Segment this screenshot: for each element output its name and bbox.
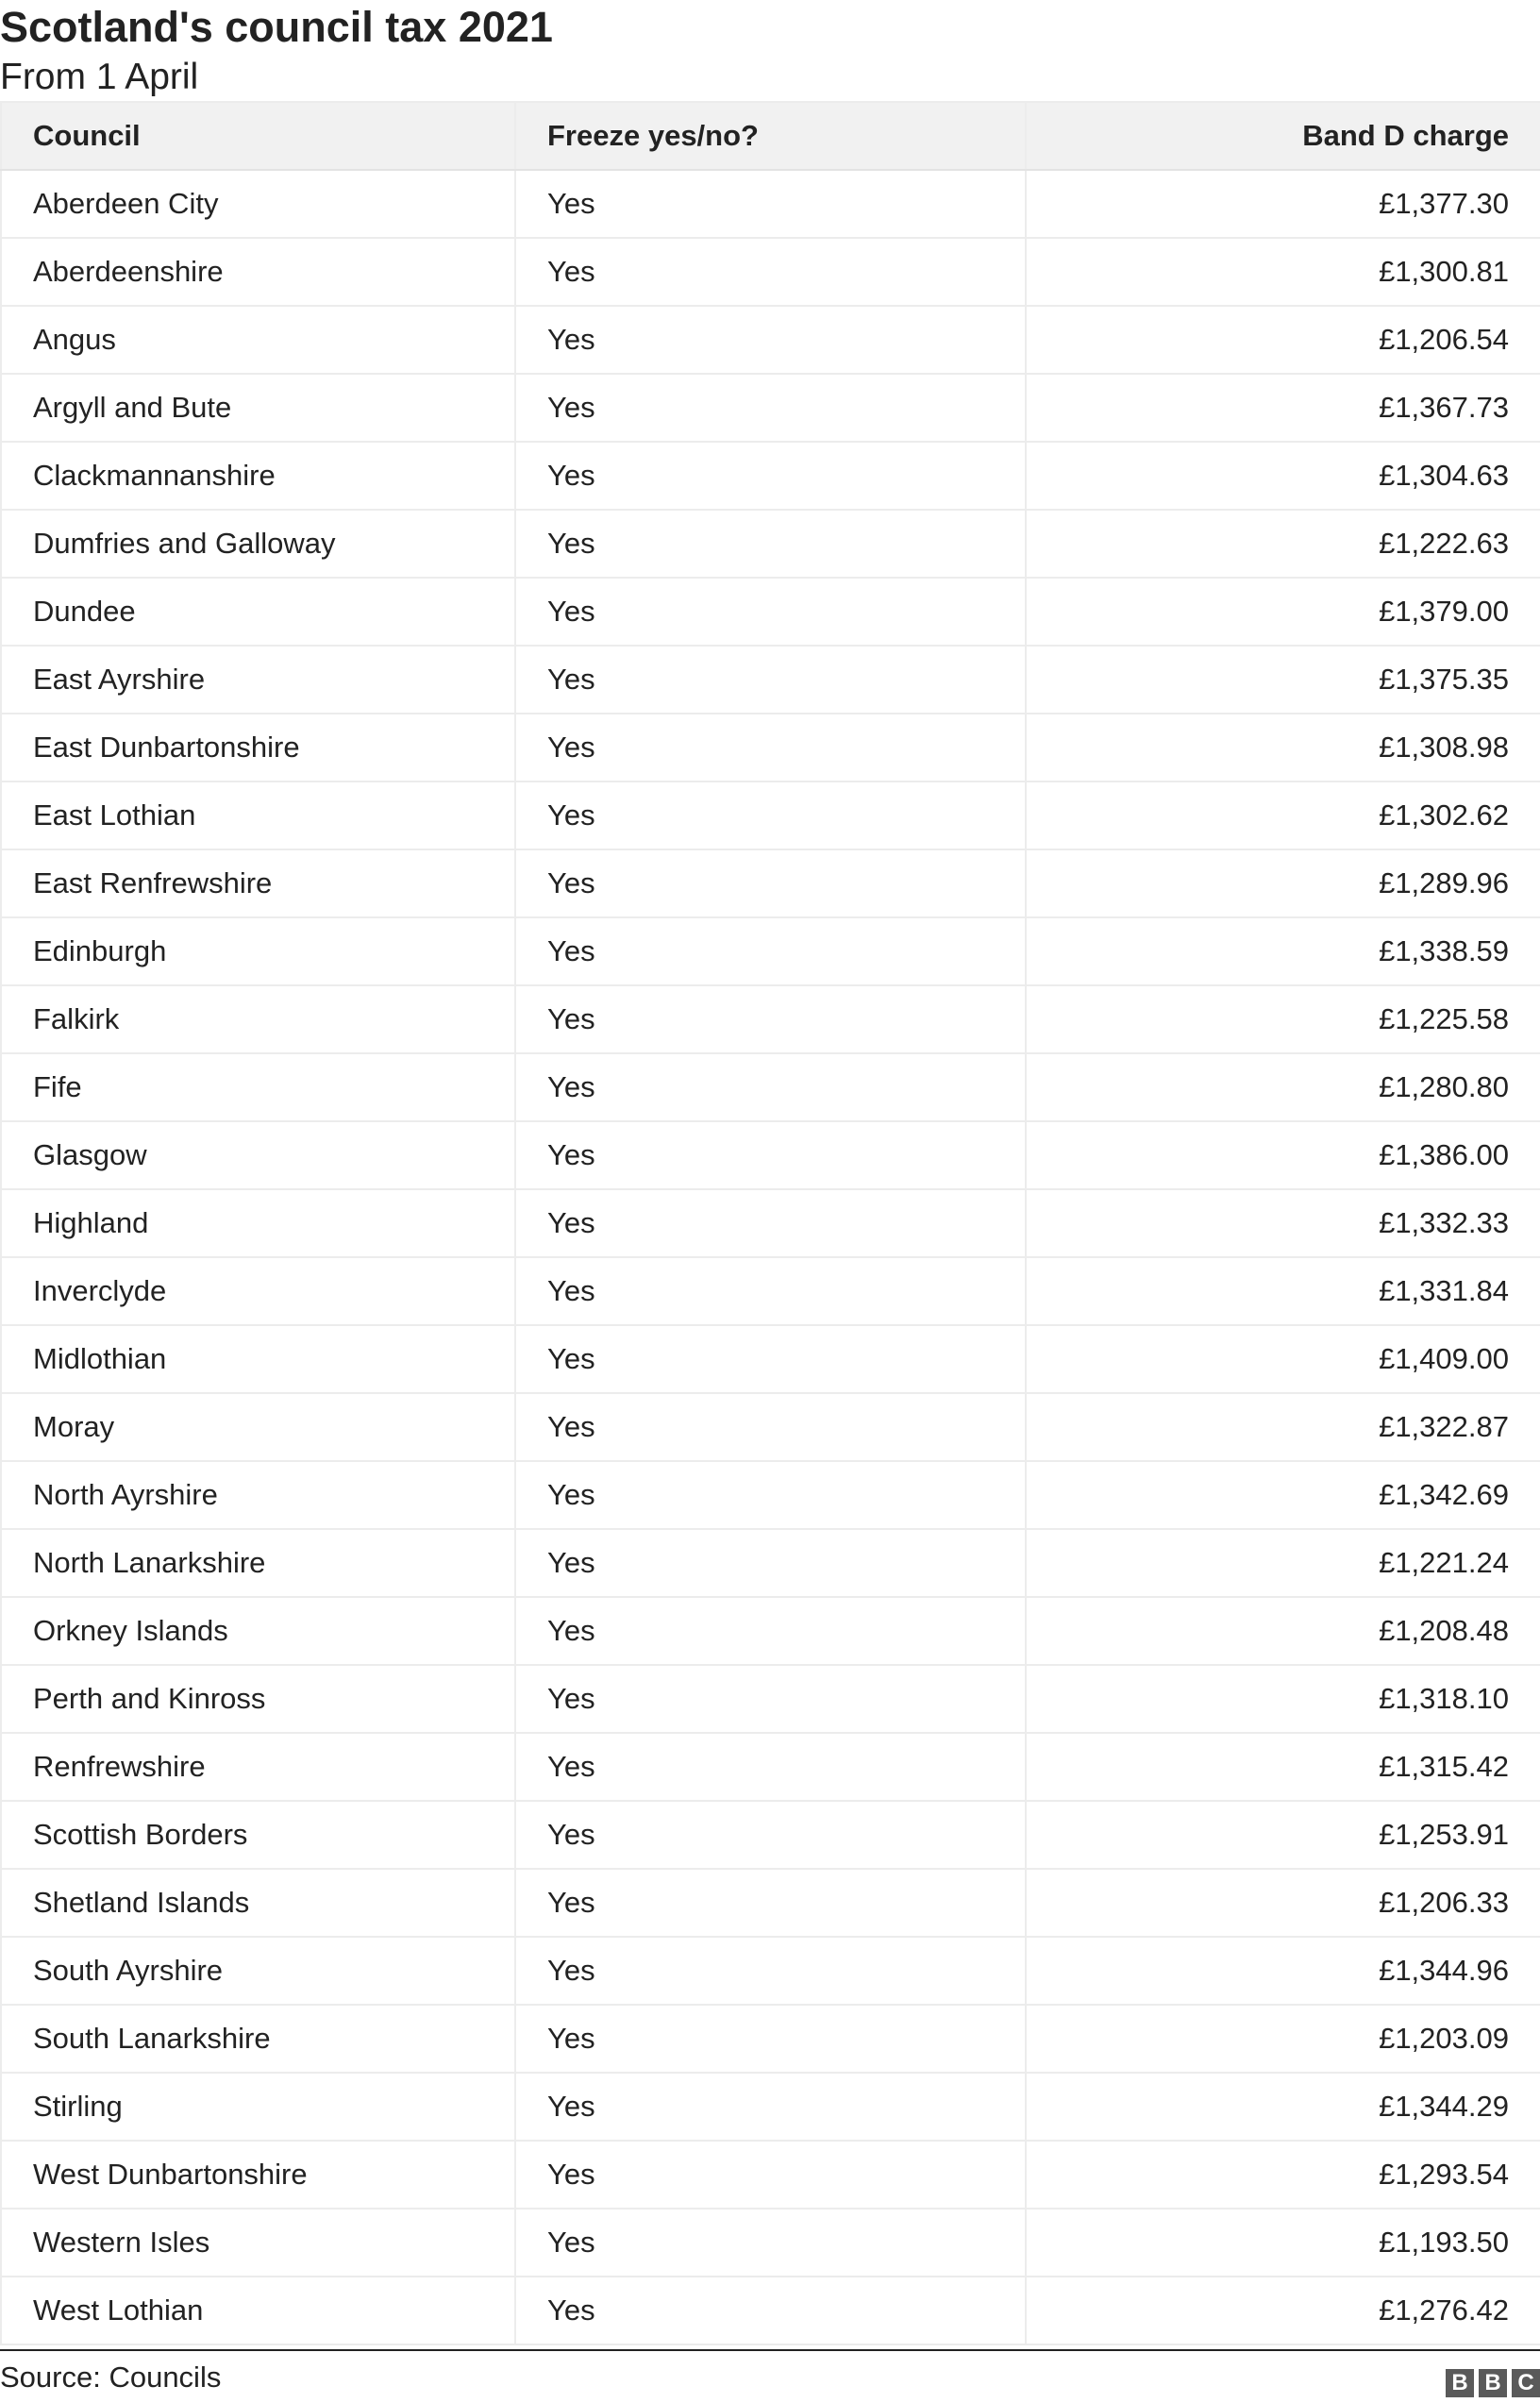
table-row: [1, 1393, 1540, 1461]
cell-council: Dundee: [1, 578, 515, 646]
cell-freeze: Yes: [515, 1937, 1026, 2005]
cell-freeze: Yes: [515, 1393, 1026, 1461]
cell-council: Highland: [1, 1189, 515, 1257]
cell-band-d-charge: £1,332.33: [1026, 1189, 1540, 1257]
table-row: [1, 917, 1540, 985]
council-tax-table: [0, 101, 1540, 2345]
cell-freeze: Yes: [515, 1053, 1026, 1121]
cell-council: West Dunbartonshire: [1, 2141, 515, 2209]
cell-freeze: Yes: [515, 1665, 1026, 1733]
table-row: [1, 849, 1540, 917]
cell-band-d-charge: £1,203.09: [1026, 2005, 1540, 2073]
cell-freeze: Yes: [515, 2209, 1026, 2277]
cell-freeze: Yes: [515, 1325, 1026, 1393]
table-row: [1, 1257, 1540, 1325]
cell-freeze: Yes: [515, 1529, 1026, 1597]
table-row: [1, 2277, 1540, 2344]
cell-freeze: Yes: [515, 442, 1026, 510]
chart-title: Scotland's council tax 2021: [0, 3, 553, 51]
cell-freeze: Yes: [515, 238, 1026, 306]
cell-council: East Ayrshire: [1, 646, 515, 714]
table-row: [1, 1053, 1540, 1121]
cell-council: Edinburgh: [1, 917, 515, 985]
cell-council: South Lanarkshire: [1, 2005, 515, 2073]
table-row: [1, 1937, 1540, 2005]
cell-council: Glasgow: [1, 1121, 515, 1189]
cell-council: North Lanarkshire: [1, 1529, 515, 1597]
cell-band-d-charge: £1,342.69: [1026, 1461, 1540, 1529]
cell-band-d-charge: £1,379.00: [1026, 578, 1540, 646]
table-row: [1, 985, 1540, 1053]
cell-band-d-charge: £1,206.54: [1026, 306, 1540, 374]
header-band-d-charge: Band D charge: [1026, 102, 1540, 170]
footer-divider: [0, 2349, 1540, 2351]
cell-council: Perth and Kinross: [1, 1665, 515, 1733]
cell-band-d-charge: £1,377.30: [1026, 170, 1540, 238]
cell-band-d-charge: £1,308.98: [1026, 714, 1540, 781]
table-row: [1, 1665, 1540, 1733]
cell-band-d-charge: £1,409.00: [1026, 1325, 1540, 1393]
bbc-logo: [1446, 2369, 1540, 2397]
cell-freeze: Yes: [515, 1121, 1026, 1189]
logo-letter: B: [1479, 2369, 1507, 2397]
cell-council: Fife: [1, 1053, 515, 1121]
cell-council: North Ayrshire: [1, 1461, 515, 1529]
cell-council: Stirling: [1, 2073, 515, 2141]
cell-band-d-charge: £1,302.62: [1026, 781, 1540, 849]
cell-freeze: Yes: [515, 510, 1026, 578]
cell-council: Orkney Islands: [1, 1597, 515, 1665]
cell-freeze: Yes: [515, 2073, 1026, 2141]
cell-freeze: Yes: [515, 1461, 1026, 1529]
table-row: [1, 714, 1540, 781]
table-row: [1, 238, 1540, 306]
table-body: [1, 170, 1540, 2344]
cell-band-d-charge: £1,375.35: [1026, 646, 1540, 714]
cell-freeze: Yes: [515, 2141, 1026, 2209]
cell-freeze: Yes: [515, 1597, 1026, 1665]
table-row: [1, 306, 1540, 374]
table-row: [1, 578, 1540, 646]
cell-freeze: Yes: [515, 1733, 1026, 1801]
cell-freeze: Yes: [515, 1869, 1026, 1937]
cell-freeze: Yes: [515, 985, 1026, 1053]
table-row: [1, 1869, 1540, 1937]
cell-council: Falkirk: [1, 985, 515, 1053]
cell-freeze: Yes: [515, 917, 1026, 985]
cell-council: Scottish Borders: [1, 1801, 515, 1869]
cell-band-d-charge: £1,367.73: [1026, 374, 1540, 442]
cell-council: East Lothian: [1, 781, 515, 849]
cell-band-d-charge: £1,344.29: [1026, 2073, 1540, 2141]
cell-council: Moray: [1, 1393, 515, 1461]
cell-band-d-charge: £1,276.42: [1026, 2277, 1540, 2344]
cell-council: Angus: [1, 306, 515, 374]
cell-council: Aberdeenshire: [1, 238, 515, 306]
cell-band-d-charge: £1,315.42: [1026, 1733, 1540, 1801]
table-row: [1, 1121, 1540, 1189]
cell-council: Dumfries and Galloway: [1, 510, 515, 578]
table-row: [1, 646, 1540, 714]
cell-freeze: Yes: [515, 646, 1026, 714]
table-row: [1, 1597, 1540, 1665]
cell-band-d-charge: £1,338.59: [1026, 917, 1540, 985]
cell-council: East Dunbartonshire: [1, 714, 515, 781]
cell-band-d-charge: £1,331.84: [1026, 1257, 1540, 1325]
table-row: [1, 510, 1540, 578]
table-row: [1, 1733, 1540, 1801]
cell-council: South Ayrshire: [1, 1937, 515, 2005]
header-council: Council: [1, 102, 515, 170]
cell-band-d-charge: £1,222.63: [1026, 510, 1540, 578]
cell-band-d-charge: £1,208.48: [1026, 1597, 1540, 1665]
cell-freeze: Yes: [515, 1801, 1026, 1869]
cell-council: Western Isles: [1, 2209, 515, 2277]
table-row: [1, 2209, 1540, 2277]
table-row: [1, 1801, 1540, 1869]
cell-band-d-charge: £1,344.96: [1026, 1937, 1540, 2005]
cell-freeze: Yes: [515, 781, 1026, 849]
table-row: [1, 374, 1540, 442]
cell-band-d-charge: £1,318.10: [1026, 1665, 1540, 1733]
table-row: [1, 2073, 1540, 2141]
table-row: [1, 2141, 1540, 2209]
cell-band-d-charge: £1,304.63: [1026, 442, 1540, 510]
cell-freeze: Yes: [515, 170, 1026, 238]
cell-council: Inverclyde: [1, 1257, 515, 1325]
table-row: [1, 1189, 1540, 1257]
cell-council: Midlothian: [1, 1325, 515, 1393]
cell-council: Argyll and Bute: [1, 374, 515, 442]
table-row: [1, 1461, 1540, 1529]
cell-band-d-charge: £1,221.24: [1026, 1529, 1540, 1597]
cell-freeze: Yes: [515, 1257, 1026, 1325]
cell-band-d-charge: £1,300.81: [1026, 238, 1540, 306]
cell-council: Renfrewshire: [1, 1733, 515, 1801]
cell-freeze: Yes: [515, 578, 1026, 646]
cell-council: East Renfrewshire: [1, 849, 515, 917]
cell-band-d-charge: £1,322.87: [1026, 1393, 1540, 1461]
cell-freeze: Yes: [515, 714, 1026, 781]
table-row: [1, 1325, 1540, 1393]
table-header-row: [1, 102, 1540, 170]
cell-freeze: Yes: [515, 2005, 1026, 2073]
cell-council: Clackmannanshire: [1, 442, 515, 510]
source-note: Source: Councils: [0, 2361, 222, 2394]
table-row: [1, 442, 1540, 510]
cell-council: Shetland Islands: [1, 1869, 515, 1937]
cell-freeze: Yes: [515, 849, 1026, 917]
cell-band-d-charge: £1,280.80: [1026, 1053, 1540, 1121]
logo-letter: C: [1512, 2369, 1540, 2397]
table-row: [1, 1529, 1540, 1597]
cell-freeze: Yes: [515, 306, 1026, 374]
cell-freeze: Yes: [515, 2277, 1026, 2344]
cell-band-d-charge: £1,225.58: [1026, 985, 1540, 1053]
header-freeze: Freeze yes/no?: [515, 102, 1026, 170]
logo-letter: B: [1446, 2369, 1474, 2397]
cell-freeze: Yes: [515, 374, 1026, 442]
cell-council: Aberdeen City: [1, 170, 515, 238]
table-row: [1, 170, 1540, 238]
cell-freeze: Yes: [515, 1189, 1026, 1257]
chart-subtitle: From 1 April: [0, 57, 199, 97]
cell-band-d-charge: £1,293.54: [1026, 2141, 1540, 2209]
cell-band-d-charge: £1,206.33: [1026, 1869, 1540, 1937]
cell-band-d-charge: £1,193.50: [1026, 2209, 1540, 2277]
cell-band-d-charge: £1,289.96: [1026, 849, 1540, 917]
cell-band-d-charge: £1,253.91: [1026, 1801, 1540, 1869]
cell-council: West Lothian: [1, 2277, 515, 2344]
cell-band-d-charge: £1,386.00: [1026, 1121, 1540, 1189]
table-row: [1, 781, 1540, 849]
table-row: [1, 2005, 1540, 2073]
